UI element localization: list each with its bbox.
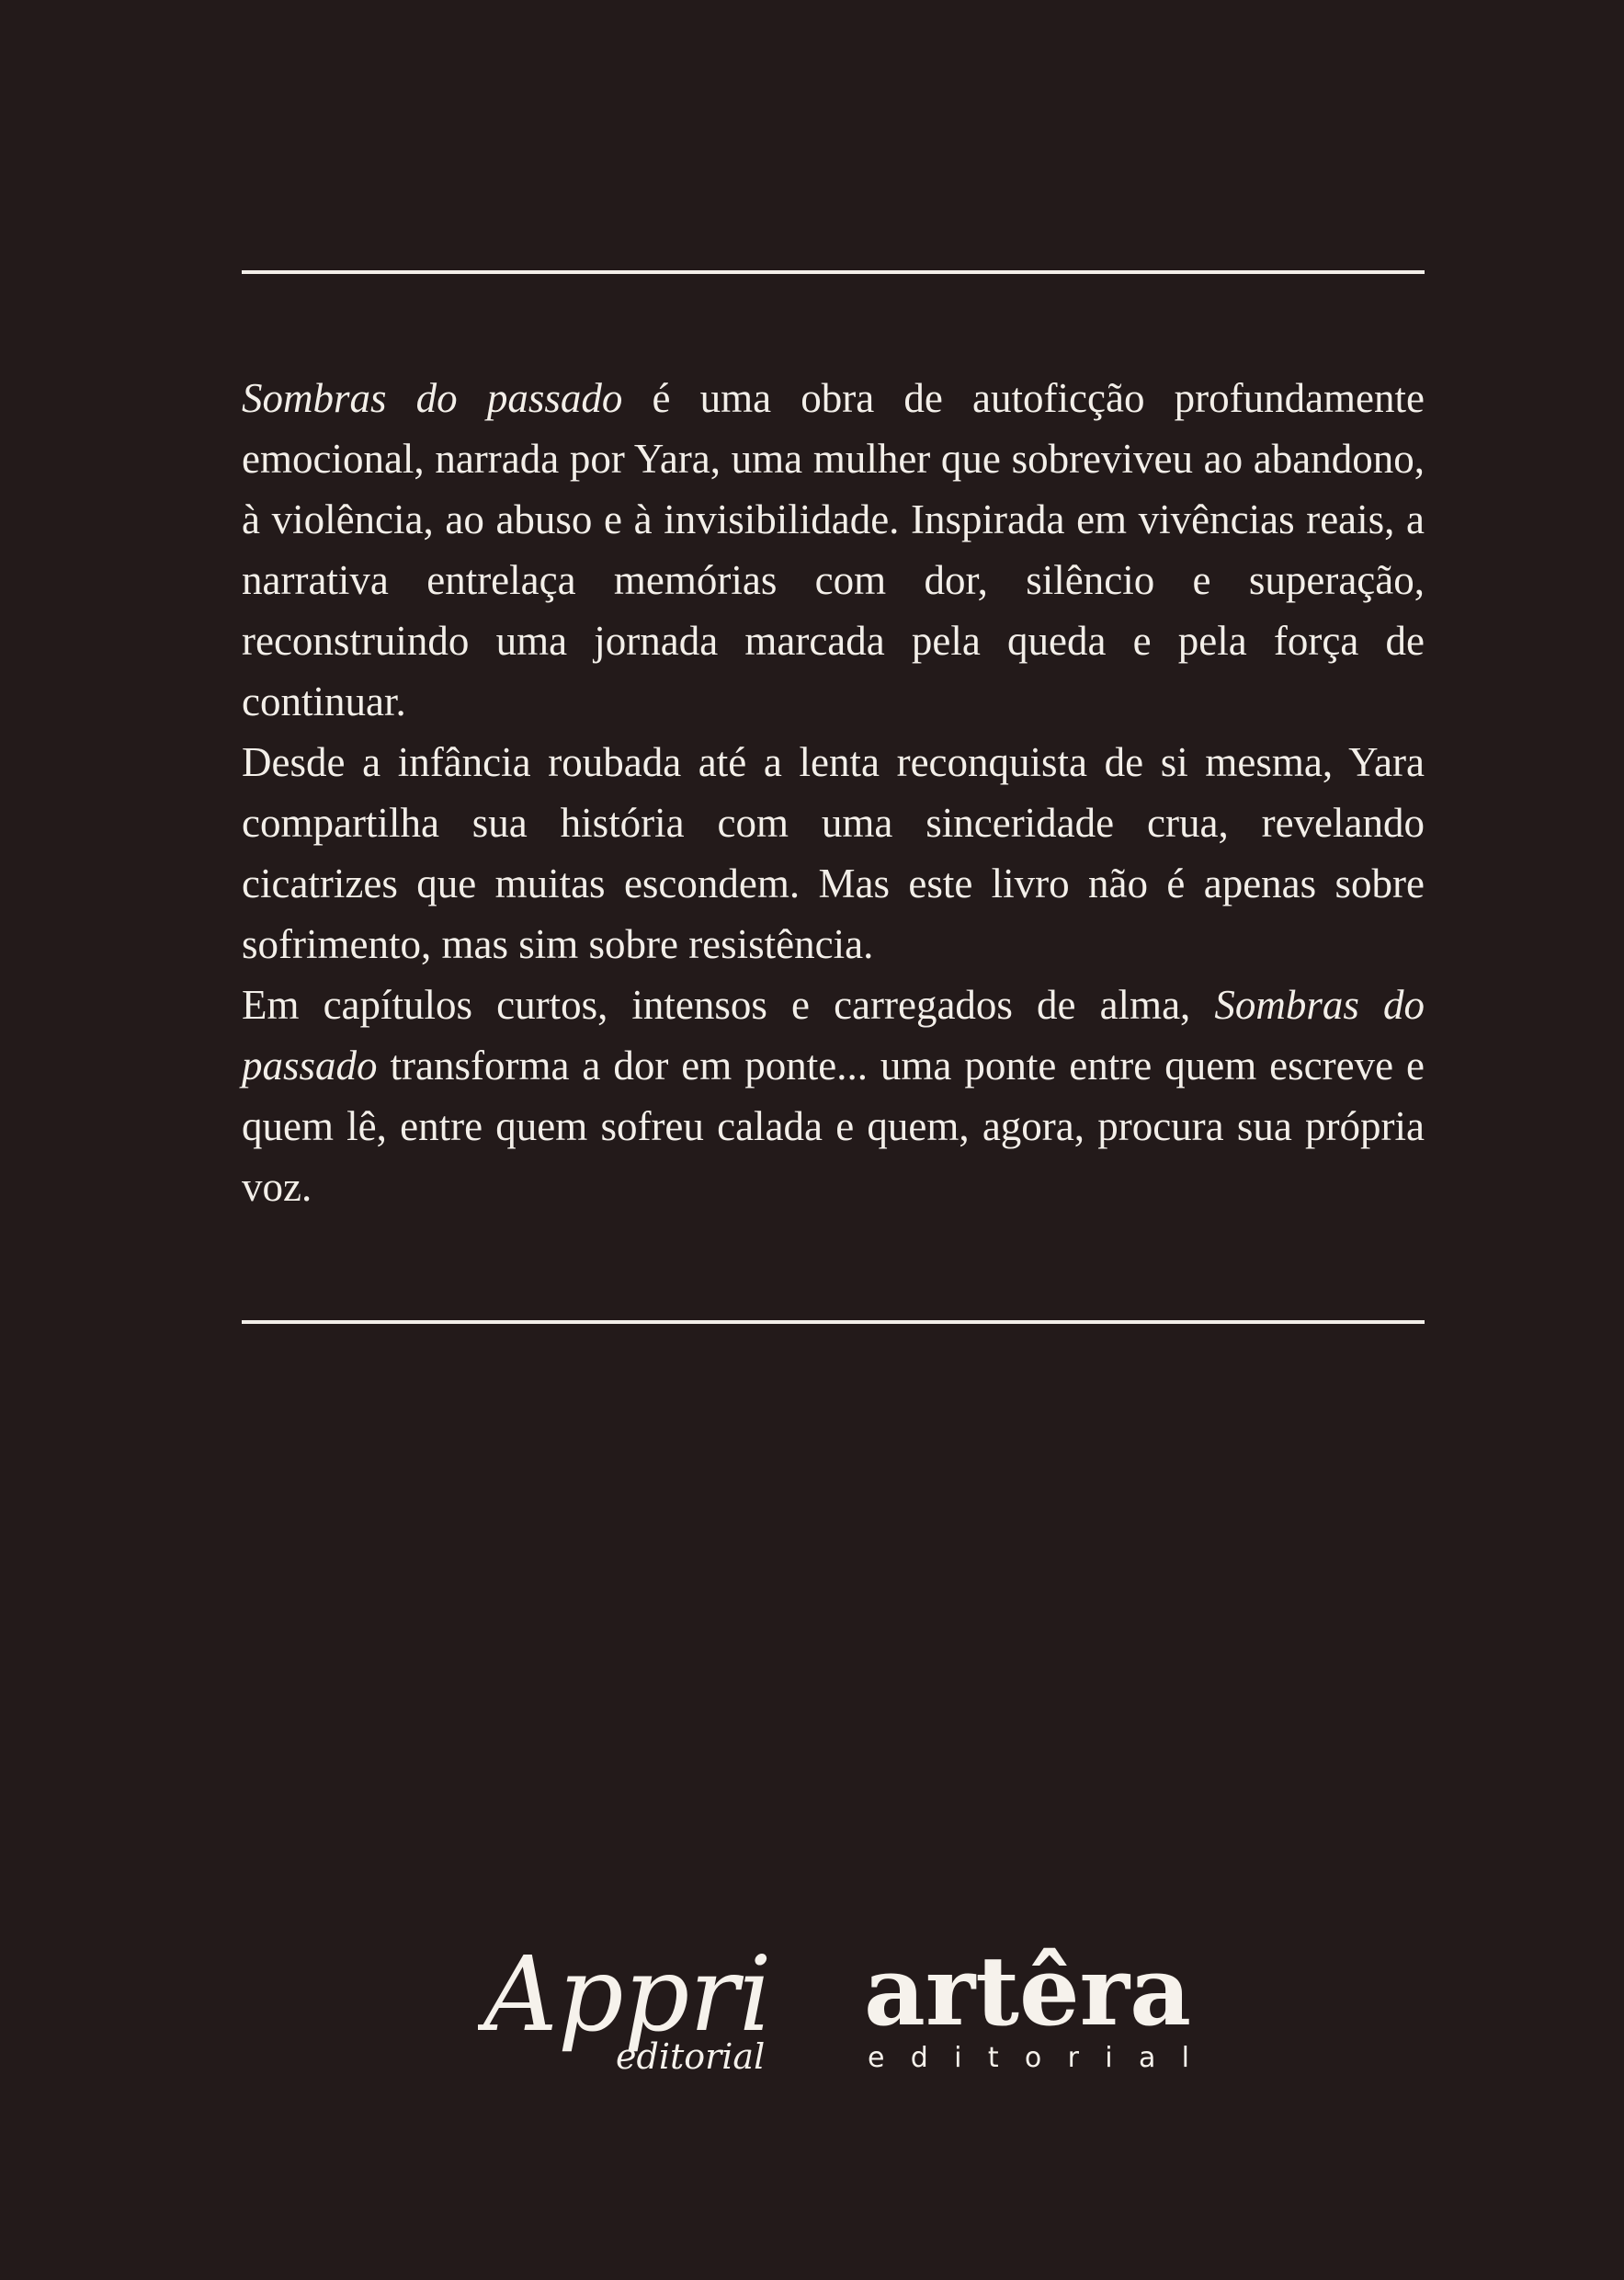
blurb-text: é uma obra de autoficção profundamente emocional, narrada por Yara, uma mulher que sobreviveu ao abandono, à violência, ao abuso e à invisibilidade. Inspirada em vivências reais, a narrativa entrelaça memórias com dor, silêncio e superação, reconstruindo uma jornada marcada pela queda e pela força de continuar. [242,375,1425,724]
back-cover-blurb [242,368,1425,1217]
blurb-text: Em capítulos curtos, intensos e carregados de alma, [242,982,1215,1028]
appris-logo [478,1921,772,2087]
artera-logo-name: artêra [864,1940,1191,2047]
blurb-paragraph-1 [242,368,1425,732]
blurb-text: transforma a dor em ponte... uma ponte entre quem escreve e quem lê, entre quem sofreu calada e quem, agora, procura sua própria voz. [242,1043,1425,1210]
artera-logo-sub: e d i t o r i a l [868,2042,1189,2074]
blurb-paragraph-2 [242,732,1425,975]
blurb-paragraph-3 [242,975,1425,1217]
appris-logo-sub: editorial [616,2036,766,2077]
blurb-text: Desde a infância roubada até a lenta reconquista de si mesma, Yara compartilha sua história com uma sinceridade crua, revelando cicatrizes que muitas escondem. Mas este livro não é apenas sobre sofrimento, mas sim sobre resistência. [242,739,1425,967]
artera-logo [864,1940,1195,2078]
book-title-italic: Sombras do passado [242,375,623,421]
publisher-logos [0,1921,1624,2087]
top-divider [242,270,1425,274]
bottom-divider [242,1320,1425,1324]
appris-logo-name: Appri [483,1935,772,2055]
book-title-italic: Sombras do passado [242,982,1425,1089]
